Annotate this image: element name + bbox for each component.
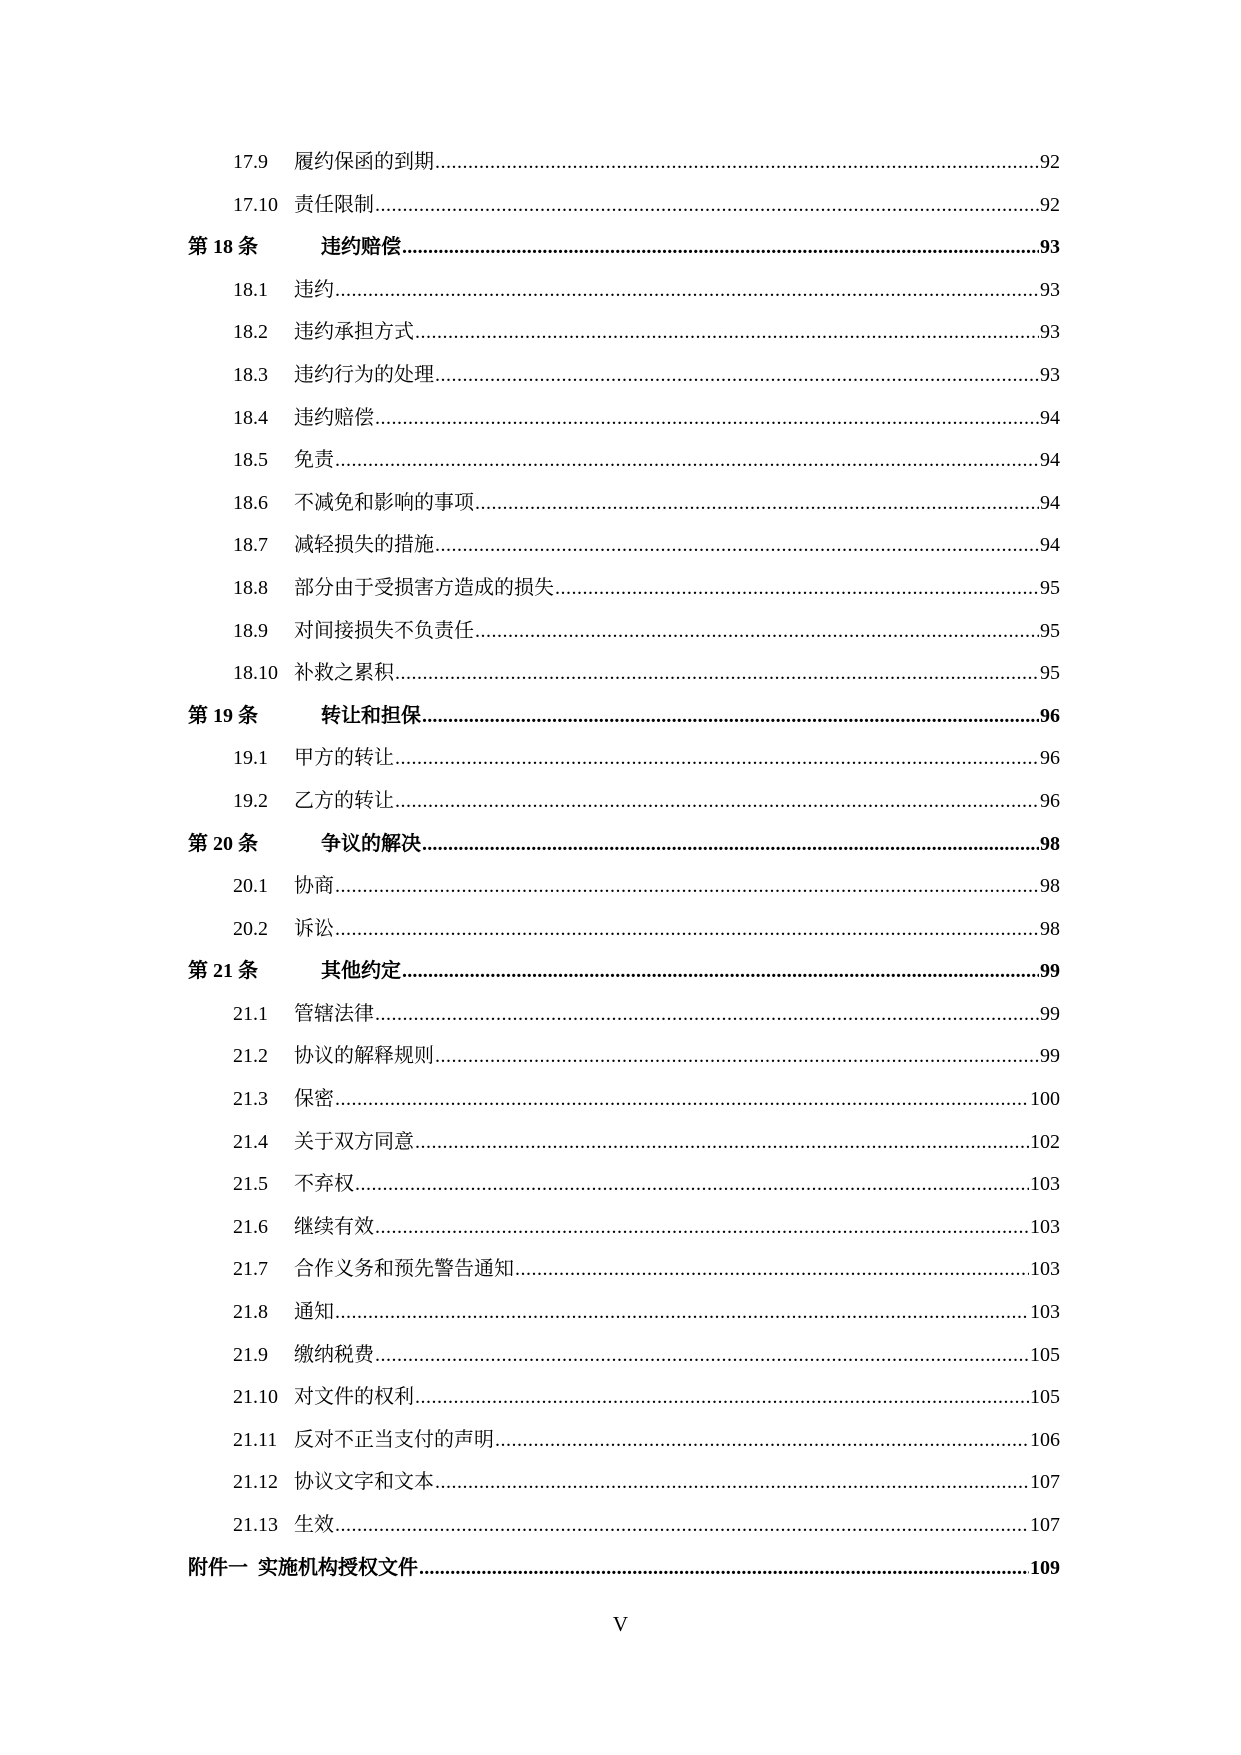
toc-entry-title: 违约赔偿 (321, 236, 401, 259)
dot-leader (415, 1379, 1029, 1415)
toc-entry-number: 17.10 (233, 193, 278, 216)
toc-entry-title: 违约 (294, 278, 334, 301)
toc-entry-section[interactable] (188, 570, 1060, 613)
toc-entry-section[interactable] (188, 1081, 1060, 1124)
dot-leader (415, 1124, 1029, 1160)
toc-entry-section[interactable] (188, 1038, 1060, 1081)
toc-entry-page: 94 (1040, 491, 1060, 514)
toc-entry-page: 109 (1030, 1556, 1060, 1579)
toc-entry-number: 第 21 条 (188, 960, 258, 983)
toc-entry-number: 21.7 (233, 1258, 268, 1281)
dot-leader (435, 527, 1039, 563)
dot-leader (435, 1464, 1029, 1500)
dot-leader (375, 400, 1039, 436)
toc-entry-number: 21.11 (233, 1428, 278, 1451)
toc-entry-number: 18.2 (233, 321, 268, 344)
dot-leader (375, 1337, 1029, 1373)
toc-entry-number: 21.9 (233, 1343, 268, 1366)
toc-entry-title: 管辖法律 (294, 1002, 374, 1025)
toc-entry-title: 补救之累积 (294, 662, 394, 685)
toc-entry-section[interactable] (188, 1251, 1060, 1294)
toc-entry-title: 不弃权 (294, 1173, 354, 1196)
toc-entry-number: 21.3 (233, 1088, 268, 1111)
toc-entry-title: 责任限制 (294, 193, 374, 216)
toc-entry-title: 保密 (294, 1088, 334, 1111)
toc-entry-article[interactable] (188, 826, 1060, 869)
toc-entry-number: 18.4 (233, 406, 268, 429)
toc-entry-title: 诉讼 (294, 917, 334, 940)
toc-entry-section[interactable] (188, 1422, 1060, 1465)
dot-leader (422, 826, 1039, 862)
toc-entry-section[interactable] (188, 1124, 1060, 1167)
toc-entry-page: 107 (1030, 1514, 1060, 1536)
toc-entry-title: 违约行为的处理 (294, 363, 434, 386)
toc-entry-section[interactable] (188, 527, 1060, 570)
dot-leader (335, 911, 1039, 947)
toc-entry-number: 21.8 (233, 1301, 268, 1324)
toc-entry-title: 乙方的转让 (294, 789, 394, 812)
toc-entry-page: 92 (1040, 193, 1060, 216)
toc-entry-article[interactable] (188, 229, 1060, 272)
toc-entry-number: 19.2 (233, 789, 268, 812)
toc-entry-page: 95 (1040, 662, 1060, 685)
dot-leader (335, 272, 1039, 308)
toc-entry-page: 95 (1040, 576, 1060, 599)
toc-entry-title: 协议的解释规则 (294, 1045, 434, 1068)
toc-entry-title: 违约赔偿 (294, 406, 374, 429)
toc-entry-number: 18.5 (233, 449, 268, 472)
toc-entry-title: 关于双方同意 (294, 1130, 414, 1153)
toc-entry-number: 18.1 (233, 278, 268, 301)
dot-leader (415, 314, 1039, 350)
toc-entry-number: 21.10 (233, 1386, 278, 1409)
toc-entry-title: 对文件的权利 (294, 1386, 414, 1409)
dot-leader (555, 570, 1039, 606)
toc-entry-number: 18.9 (233, 619, 268, 642)
toc-entry-section[interactable] (188, 485, 1060, 528)
dot-leader (435, 357, 1039, 393)
toc-entry-page: 107 (1030, 1471, 1060, 1494)
toc-entry-page: 93 (1040, 236, 1060, 259)
toc-entry-page: 94 (1040, 406, 1060, 429)
toc-entry-number: 第 20 条 (188, 832, 258, 855)
dot-leader (422, 698, 1039, 734)
dot-leader (475, 485, 1039, 521)
toc-entry-number: 21.13 (233, 1514, 278, 1536)
toc-entry-page: 106 (1030, 1428, 1060, 1451)
toc-entry-page: 98 (1040, 917, 1060, 940)
dot-leader (395, 655, 1039, 691)
toc-entry-title: 生效 (294, 1514, 334, 1536)
toc-entry-title: 争议的解决 (321, 832, 421, 855)
toc-entry-section[interactable] (188, 1464, 1060, 1507)
dot-leader (402, 953, 1039, 989)
toc-entry-page: 93 (1040, 321, 1060, 344)
toc-entry-number: 18.10 (233, 662, 278, 685)
toc-entry-page: 94 (1040, 449, 1060, 472)
toc-entry-number: 18.6 (233, 491, 268, 514)
toc-entry-page: 99 (1040, 1045, 1060, 1068)
dot-leader (355, 1166, 1029, 1202)
dot-leader (335, 868, 1039, 904)
toc-entry-section[interactable] (188, 442, 1060, 485)
toc-entry-title: 违约承担方式 (294, 321, 414, 344)
toc-entry-title: 减轻损失的措施 (294, 534, 434, 557)
toc-entry-article[interactable] (188, 698, 1060, 741)
toc-entry-section[interactable] (188, 1294, 1060, 1337)
toc-entry-section[interactable] (188, 740, 1060, 783)
toc-entry-section[interactable] (188, 996, 1060, 1039)
toc-entry-page: 99 (1040, 1002, 1060, 1025)
toc-entry-section[interactable] (188, 144, 1060, 187)
toc-entry-title: 合作义务和预先警告通知 (294, 1258, 514, 1281)
toc-entry-number: 21.1 (233, 1002, 268, 1025)
dot-leader (335, 1294, 1029, 1330)
toc-entry-number: 20.2 (233, 917, 268, 940)
toc-entry-title: 继续有效 (294, 1215, 374, 1238)
dot-leader (375, 996, 1039, 1032)
toc-entry-number: 第 19 条 (188, 704, 258, 727)
toc-entry-page: 105 (1030, 1386, 1060, 1409)
toc-entry-page: 103 (1030, 1301, 1060, 1324)
toc-entry-title: 实施机构授权文件 (258, 1556, 418, 1579)
toc-entry-page: 94 (1040, 534, 1060, 557)
toc-entry-title: 履约保函的到期 (294, 151, 434, 173)
dot-leader (515, 1251, 1029, 1287)
toc-entry-number: 21.4 (233, 1130, 268, 1153)
toc-entry-section[interactable] (188, 613, 1060, 656)
dot-leader (335, 1507, 1029, 1543)
toc-entry-number: 20.1 (233, 875, 268, 898)
toc-entry-section[interactable] (188, 911, 1060, 954)
dot-leader (495, 1422, 1029, 1458)
table-of-contents (188, 144, 1060, 1592)
dot-leader (419, 1550, 1029, 1586)
toc-entry-page: 98 (1040, 832, 1060, 855)
toc-entry-page: 102 (1030, 1130, 1060, 1153)
toc-entry-number: 18.7 (233, 534, 268, 557)
toc-entry-title: 部分由于受损害方造成的损失 (294, 576, 554, 599)
toc-entry-number: 21.5 (233, 1173, 268, 1196)
toc-entry-number: 第 18 条 (188, 236, 258, 259)
toc-entry-section[interactable] (188, 187, 1060, 230)
dot-leader (435, 1038, 1039, 1074)
toc-entry-title: 对间接损失不负责任 (294, 619, 474, 642)
dot-leader (375, 1209, 1029, 1245)
dot-leader (335, 442, 1039, 478)
toc-entry-title: 转让和担保 (321, 704, 421, 727)
toc-entry-page: 93 (1040, 363, 1060, 386)
toc-entry-page: 95 (1040, 619, 1060, 642)
toc-entry-page: 98 (1040, 875, 1060, 898)
toc-entry-number: 附件一 (188, 1556, 248, 1579)
toc-entry-page: 96 (1040, 747, 1060, 770)
toc-entry-section[interactable] (188, 1337, 1060, 1380)
toc-entry-number: 18.8 (233, 576, 268, 599)
toc-entry-title: 其他约定 (321, 960, 401, 983)
toc-entry-appendix[interactable] (188, 1550, 1060, 1593)
toc-entry-title: 缴纳税费 (294, 1343, 374, 1366)
toc-entry-title: 通知 (294, 1301, 334, 1324)
toc-entry-section[interactable] (188, 400, 1060, 443)
toc-entry-title: 甲方的转让 (294, 747, 394, 770)
dot-leader (395, 740, 1039, 776)
toc-entry-page: 96 (1040, 789, 1060, 812)
toc-entry-page: 103 (1030, 1215, 1060, 1238)
toc-entry-title: 协议文字和文本 (294, 1471, 434, 1494)
toc-entry-article[interactable] (188, 953, 1060, 996)
toc-entry-section[interactable] (188, 1379, 1060, 1422)
toc-entry-section[interactable] (188, 357, 1060, 400)
toc-entry-section[interactable] (188, 868, 1060, 911)
toc-entry-page: 100 (1030, 1088, 1060, 1111)
dot-leader (375, 187, 1039, 223)
toc-entry-page: 103 (1030, 1258, 1060, 1281)
toc-entry-section[interactable] (188, 314, 1060, 357)
toc-entry-title: 不减免和影响的事项 (294, 491, 474, 514)
toc-entry-title: 反对不正当支付的声明 (294, 1428, 494, 1451)
toc-entry-page: 105 (1030, 1343, 1060, 1366)
toc-entry-number: 18.3 (233, 363, 268, 386)
toc-entry-section[interactable] (188, 1507, 1060, 1550)
toc-entry-page: 92 (1040, 151, 1060, 173)
toc-entry-number: 21.6 (233, 1215, 268, 1238)
toc-entry-number: 21.12 (233, 1471, 278, 1494)
toc-entry-number: 17.9 (233, 151, 268, 173)
toc-entry-title: 协商 (294, 875, 334, 898)
toc-entry-section[interactable] (188, 783, 1060, 826)
toc-entry-page: 96 (1040, 704, 1060, 727)
toc-entry-section[interactable] (188, 1166, 1060, 1209)
toc-entry-page: 99 (1040, 960, 1060, 983)
dot-leader (335, 1081, 1029, 1117)
dot-leader (475, 613, 1039, 649)
toc-entry-section[interactable] (188, 272, 1060, 315)
toc-entry-page: 103 (1030, 1173, 1060, 1196)
toc-entry-section[interactable] (188, 655, 1060, 698)
toc-entry-number: 21.2 (233, 1045, 268, 1068)
toc-entry-page: 93 (1040, 278, 1060, 301)
dot-leader (402, 229, 1039, 265)
dot-leader (435, 144, 1039, 180)
dot-leader (395, 783, 1039, 819)
toc-entry-section[interactable] (188, 1209, 1060, 1252)
toc-entry-number: 19.1 (233, 747, 268, 770)
toc-entry-title: 免责 (294, 449, 334, 472)
page-number: V (612, 1612, 629, 1636)
